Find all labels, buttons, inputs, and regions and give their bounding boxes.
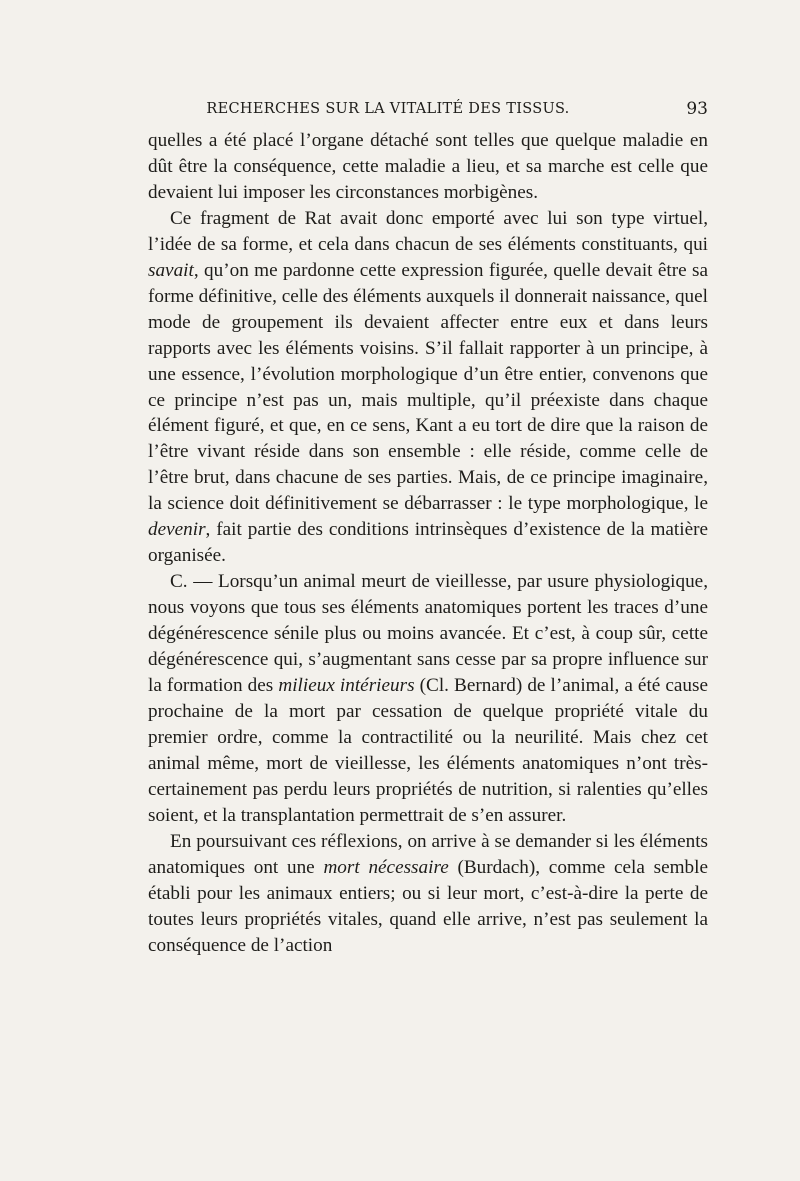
italic-term-mort-necessaire: mort nécessaire: [323, 856, 449, 878]
text-segment: (Burdach), comme cela semble établi pour les animaux entiers; ou si leur mort, c’est-à-dire la perte de toutes leurs propriétés vitales, quand elle arrive, n’est pas seulement la conséquence de l’action: [148, 856, 709, 956]
running-title: RECHERCHES SUR LA VITALITÉ DES TISSUS.: [206, 101, 570, 117]
paragraph-4: [148, 829, 708, 959]
italic-term-savait: savait: [148, 259, 194, 281]
text-segment: (Cl. Bernard) de l’animal, a été cause prochaine de la mort par cessation de quelque propriété vitale du premier ordre, comme la contractilité ou la neurilité. Mais chez cet animal même, mort de vieillesse, les éléments anatomiques n’ont très-certainement pas perdu leurs propriétés de nutrition, si ralenties qu’elles soient, et la transplantation permettrait de s’en assurer.: [148, 675, 708, 826]
italic-term-milieux-interieurs: milieux intérieurs: [278, 675, 415, 697]
italic-term-devenir: devenir: [148, 519, 206, 541]
text-segment: , qu’on me pardonne cette expression figurée, quelle devait être sa forme définitive, celle des éléments auxquels il donnerait naissance, quel mode de groupement ils devaient affecter entre eux et dans leurs rapports avec les éléments voisins. S’il fallait rapporter à un principe, à une essence, l’évolution morphologique d’un être entier, convenons que ce principe n’est pas un, mais multiple, qu’il préexiste dans chaque élément figuré, et que, en ce sens, Kant a eu tort de dire que la raison de l’être vivant réside dans son ensemble : elle réside, comme celle de l’être brut, dans chacune de ses parties. Mais, de ce principe imaginaire, la science doit définitivement se débarrasser : le type morphologique, le: [148, 259, 708, 515]
text-segment: quelles a été placé l’organe détaché sont telles que quelque maladie en dût être la conséquence, cette maladie a lieu, et sa marche est celle que devaient lui imposer les circonstances morbigènes.: [148, 130, 708, 203]
body-text: [148, 128, 708, 959]
text-segment: , fait partie des conditions intrinsèques d’existence de la matière organisée.: [148, 519, 708, 567]
paragraph-3: [148, 569, 708, 829]
page-number: 93: [686, 99, 708, 119]
paragraph-2: [148, 206, 708, 569]
text-segment: En poursuivant ces réflexions, on arrive à se demander si les éléments anatomiques ont une: [148, 830, 708, 878]
paragraph-1: [148, 128, 708, 206]
page-header: [148, 97, 708, 121]
text-segment: Ce fragment de Rat avait donc emporté avec lui son type virtuel, l’idée de sa forme, et cela dans chacun de ses éléments constituants, qui: [148, 207, 708, 255]
text-segment: C. — Lorsqu’un animal meurt de vieillesse, par usure physiologique, nous voyons que tous ses éléments anatomiques portent les traces d’une dégénérescence sénile plus ou moins avancée. Et c’est, à coup sûr, cette dégénérescence qui, s’augmentant sans cesse par sa propre influence sur la formation des: [148, 571, 708, 697]
